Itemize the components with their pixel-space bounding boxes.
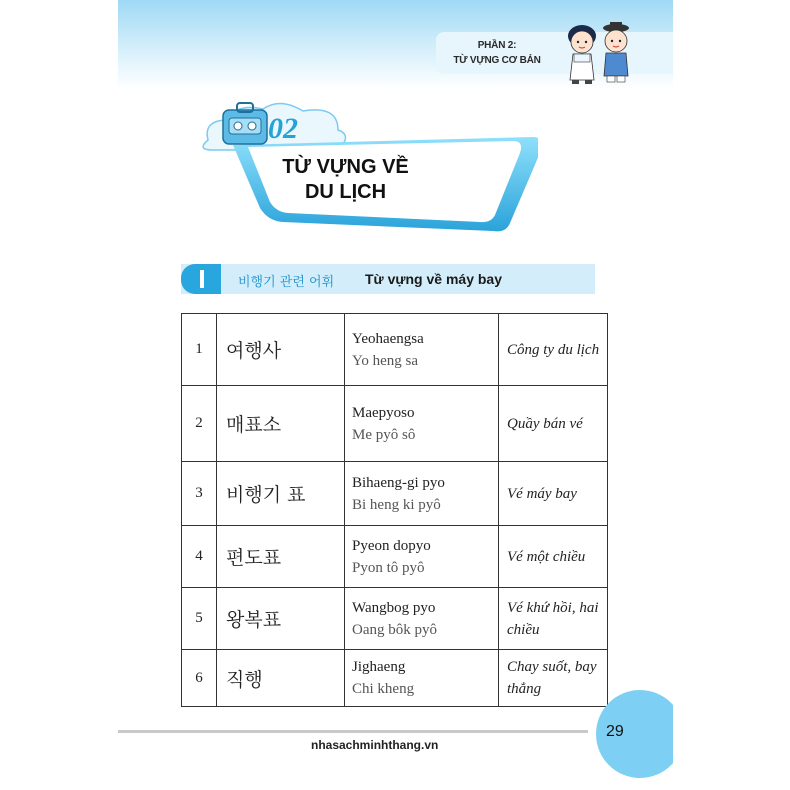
row-index: 3	[182, 462, 217, 526]
romanization	[345, 650, 499, 707]
korean-word: 편도표	[217, 526, 345, 588]
row-index: 4	[182, 526, 217, 588]
part-label	[437, 38, 557, 68]
korean-word: 여행사	[217, 314, 345, 386]
chapter-title-line1: TỪ VỰNG VỀ	[282, 156, 409, 178]
vietnamese-meaning: Vé máy bay	[499, 462, 608, 526]
chapter-number: 02	[268, 112, 298, 145]
romanization-vietnamese: Bi heng ki pyô	[352, 496, 441, 513]
table-row	[182, 588, 608, 650]
chapter-title-line2: DU LỊCH	[304, 181, 387, 203]
romanization-vietnamese: Me pyô sô	[352, 426, 416, 443]
page-number: 29	[606, 723, 624, 740]
romanization-standard: Pyeon dopyo	[352, 537, 431, 554]
vietnamese-meaning: Công ty du lịch	[499, 314, 608, 386]
chapter-title	[258, 155, 433, 205]
footer-divider	[118, 730, 588, 733]
romanization-vietnamese: Pyon tô pyô	[352, 559, 425, 576]
romanization	[345, 588, 499, 650]
vietnamese-meaning: Chay suốt, bay thẳng	[499, 650, 608, 707]
cartoon-characters-illustration	[560, 20, 640, 88]
romanization-standard: Wangbog pyo	[352, 599, 436, 616]
row-index: 1	[182, 314, 217, 386]
romanization	[345, 314, 499, 386]
korean-word: 비행기 표	[217, 462, 345, 526]
vietnamese-meaning: Quầy bán vé	[499, 386, 608, 462]
korean-word: 매표소	[217, 386, 345, 462]
row-index: 5	[182, 588, 217, 650]
romanization-standard: Jighaeng	[352, 659, 406, 675]
section-marker-glyph	[200, 270, 204, 288]
footer-website: nhasachminhthang.vn	[311, 738, 439, 752]
book-page	[118, 0, 673, 790]
korean-word: 직행	[217, 650, 345, 707]
korean-word: 왕복표	[217, 588, 345, 650]
romanization-standard: Yeohaengsa	[352, 330, 424, 347]
section-title-korean: 비행기 관련 어휘	[238, 275, 335, 290]
romanization-standard: Bihaeng-gi pyo	[352, 474, 445, 491]
romanization	[345, 526, 499, 588]
part-label-line1: PHẦN 2:	[477, 40, 517, 51]
row-index: 6	[182, 650, 217, 707]
row-index: 2	[182, 386, 217, 462]
vietnamese-meaning: Vé khứ hồi, hai chiều	[499, 588, 608, 650]
vietnamese-meaning: Vé một chiều	[499, 526, 608, 588]
romanization	[345, 386, 499, 462]
romanization-vietnamese: Yo heng sa	[352, 352, 418, 369]
table-row	[182, 314, 608, 386]
romanization-vietnamese: Chi kheng	[352, 681, 415, 697]
part-label-line2: TỪ VỰNG CƠ BẢN	[453, 55, 541, 66]
table-row	[182, 526, 608, 588]
romanization	[345, 462, 499, 526]
romanization-vietnamese: Oang bôk pyô	[352, 621, 437, 638]
vocabulary-table	[181, 313, 608, 707]
section-title-vietnamese: Từ vựng về máy bay	[365, 271, 502, 287]
romanization-standard: Maepyoso	[352, 404, 415, 421]
section-marker	[181, 264, 221, 294]
table-row	[182, 386, 608, 462]
table-row	[182, 462, 608, 526]
table-row	[182, 650, 608, 707]
